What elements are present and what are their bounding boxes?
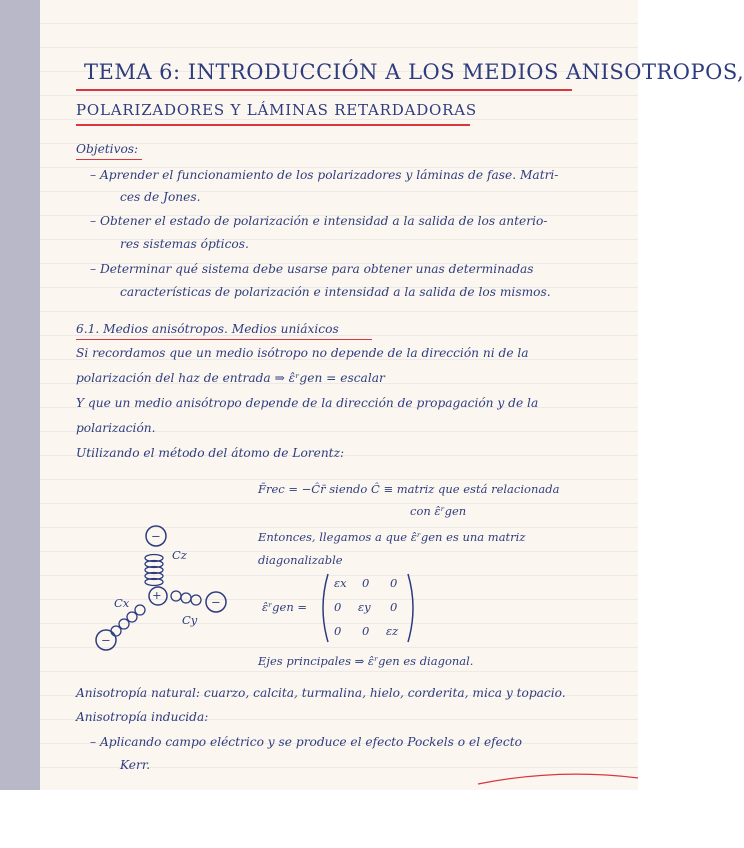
objective-line: – Obtener el estado de polarización e intensidad a la salida de los anterio- <box>90 214 548 228</box>
objectives-underline <box>76 159 142 160</box>
restoring-force-formula-cont: con ε̂ʳgen <box>410 504 467 518</box>
matrix-cell: 0 <box>362 624 370 638</box>
principal-axes-line: Ejes principales ⇒ ε̂ʳgen es diagonal. <box>258 654 474 668</box>
spring-cz-label: Cz <box>172 548 187 562</box>
title-line-2: POLARIZADORES Y LÁMINAS RETARDADORAS <box>76 101 477 119</box>
matrix-cell: 0 <box>390 576 398 590</box>
objective-line: res sistemas ópticos. <box>120 237 249 251</box>
natural-anisotropy-line: Anisotropía natural: cuarzo, calcita, turmalina, hielo, corderita, mica y topacio. <box>76 686 566 700</box>
induced-item-cont: Kerr. <box>120 758 151 772</box>
notebook-binding <box>0 0 40 790</box>
objectives-heading: Objetivos: <box>76 142 139 156</box>
title-underline-1 <box>76 89 572 91</box>
objective-line: ces de Jones. <box>120 190 201 204</box>
diagonalizable-line-2: diagonalizable <box>258 553 343 567</box>
nucleus-plus-label: + <box>152 588 162 602</box>
page-margin-bottom <box>0 790 638 848</box>
electron-minus-left: − <box>101 633 111 647</box>
matrix-cell: 0 <box>334 624 342 638</box>
matrix-cell: εy <box>358 600 371 614</box>
induced-item: – Aplicando campo eléctrico y se produce el efecto Pockels o el efecto <box>90 735 522 749</box>
matrix-cell: εz <box>386 624 399 638</box>
section-line: Si recordamos que un medio isótropo no depende de la dirección ni de la <box>76 346 529 360</box>
matrix-cell: 0 <box>334 600 342 614</box>
matrix-cell: εx <box>334 576 347 590</box>
matrix-cell: 0 <box>362 576 370 590</box>
section-line: Utilizando el método del átomo de Lorentz: <box>76 446 345 460</box>
page-corner-curl <box>478 768 638 792</box>
objective-line: – Aprender el funcionamiento de los polarizadores y láminas de fase. Matri- <box>90 168 559 182</box>
induced-anisotropy-heading: Anisotropía inducida: <box>76 710 209 724</box>
objective-line: – Determinar qué sistema debe usarse para obtener unas determinadas <box>90 262 534 276</box>
objective-line: características de polarización e intensidad a la salida de los mismos. <box>120 285 551 299</box>
title-line-1: TEMA 6: INTRODUCCIÓN A LOS MEDIOS ANISOTROPOS, <box>84 60 744 84</box>
title-underline-2 <box>76 124 470 126</box>
lorentz-atom-diagram <box>92 514 252 664</box>
spring-cy-label: Cy <box>182 613 198 627</box>
section-line: polarización del haz de entrada ⇒ ε̂ʳgen = escalar <box>76 371 385 385</box>
section-underline <box>76 339 372 340</box>
section-line: polarización. <box>76 421 156 435</box>
section-line: Y que un medio anisótropo depende de la dirección de propagación y de la <box>76 396 539 410</box>
diagonalizable-line-1: Entonces, llegamos a que ε̂ʳgen es una matriz <box>258 530 526 544</box>
electron-minus-top: − <box>151 529 161 543</box>
spring-cx-label: Cx <box>114 596 130 610</box>
electron-minus-right: − <box>211 595 221 609</box>
epsilon-tensor-lhs: ε̂ʳgen = <box>262 600 308 614</box>
section-heading: 6.1. Medios anisótropos. Medios uniáxicos <box>76 322 339 336</box>
restoring-force-formula: F̄rec = −Ĉr̄ siendo Ĉ ≡ matriz que está relacionada <box>258 482 560 496</box>
matrix-cell: 0 <box>390 600 398 614</box>
